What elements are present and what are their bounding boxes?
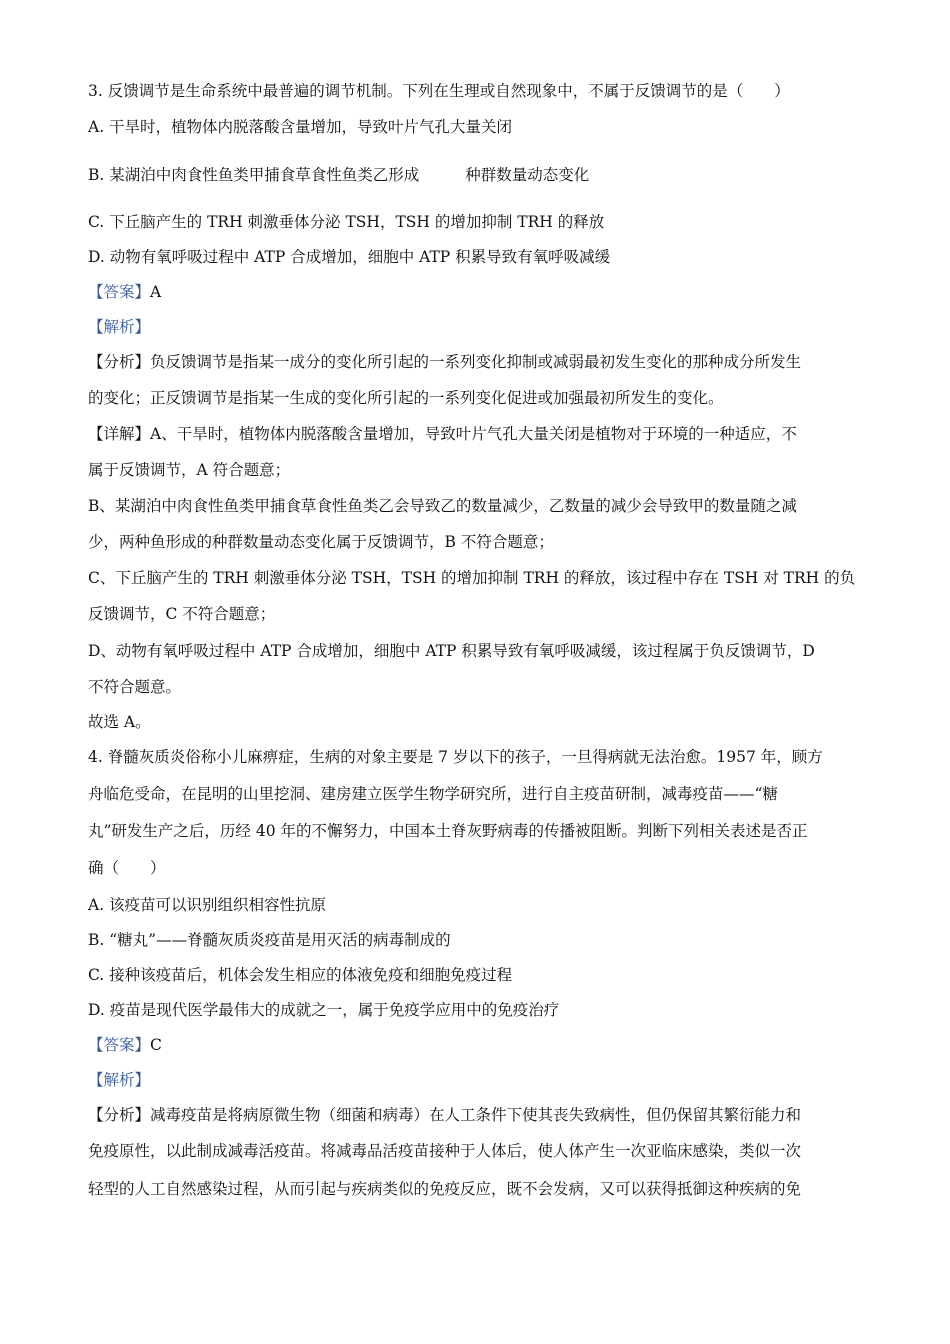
- q3-detail-4: 少，两种鱼形成的种群数量动态变化属于反馈调节，B 不符合题意；: [88, 533, 554, 551]
- answer-value: C: [150, 1036, 162, 1054]
- q3-fenxi-2: 的变化；正反馈调节是指某一生成的变化所引起的一系列变化促进或加强最初所发生的变化。: [88, 389, 724, 407]
- answer-tag: 【答案】: [88, 1036, 151, 1054]
- q3-detail-7: D、动物有氧呼吸过程中 ATP 合成增加，细胞中 ATP 积累导致有氧呼吸减缓，该过程属于负反馈调节，D: [88, 642, 815, 660]
- fenxi-tag: 【分析】: [88, 1106, 151, 1124]
- q4-answer: [88, 1034, 162, 1056]
- q4-stem-1: 4. 脊髓灰质炎俗称小儿麻痹症，生病的对象主要是 7 岁以下的孩子，一旦得病就无法治愈。1957 年，顾方: [88, 748, 823, 766]
- q3-detail-1: [88, 423, 797, 445]
- q3-detail-6: 反馈调节，C 不符合题意；: [88, 605, 276, 623]
- q3-option-c: C. 下丘脑产生的 TRH 刺激垂体分泌 TSH，TSH 的增加抑制 TRH 的释放: [88, 213, 605, 231]
- answer-tag: 【答案】: [88, 283, 151, 301]
- q3-option-b-part1: B. 某湖泊中肉食性鱼类甲捕食草食性鱼类乙形成: [88, 166, 420, 184]
- q4-fenxi-2: 免疫原性，以此制成减毒活疫苗。将减毒品活疫苗接种于人体后，使人体产生一次亚临床感染，类似一次: [88, 1142, 802, 1160]
- q3-answer: [88, 281, 161, 303]
- detail-tag: 【详解】: [88, 425, 151, 443]
- q3-conclusion: 故选 A。: [88, 713, 151, 731]
- q4-stem-3: 丸”研发生产之后，历经 40 年的不懈努力，中国本土脊灰野病毒的传播被阻断。判断下列相关表述是否正: [88, 822, 808, 840]
- q3-detail-5: C、下丘脑产生的 TRH 刺激垂体分泌 TSH，TSH 的增加抑制 TRH 的释放，该过程中存在 TSH 对 TRH 的负: [88, 569, 856, 587]
- q3-fenxi-1: [88, 351, 801, 373]
- q4-stem-4: 确（ ）: [88, 859, 166, 877]
- fenxi-text: 减毒疫苗是将病原微生物（细菌和病毒）在人工条件下使其丧失致病性，但仍保留其繁衍能力和: [150, 1106, 802, 1124]
- q4-fenxi-3: 轻型的人工自然感染过程，从而引起与疾病类似的免疫反应，既不会发病，又可以获得抵御这种疾病的免: [88, 1180, 802, 1198]
- fenxi-text: 负反馈调节是指某一成分的变化所引起的一系列变化抑制或减弱最初发生变化的那种成分所发生: [150, 353, 802, 371]
- q3-option-b-part2: 种群数量动态变化: [465, 166, 590, 184]
- q3-detail-8: 不符合题意。: [88, 678, 182, 696]
- q4-option-a: A. 该疫苗可以识别组织相容性抗原: [88, 896, 327, 914]
- q4-option-c: C. 接种该疫苗后，机体会发生相应的体液免疫和细胞免疫过程: [88, 966, 513, 984]
- q3-analysis-tag: 【解析】: [88, 318, 151, 336]
- answer-value: A: [150, 283, 162, 301]
- q3-detail-3: B、某湖泊中肉食性鱼类甲捕食草食性鱼类乙会导致乙的数量减少，乙数量的减少会导致甲的数量随之减: [88, 497, 797, 515]
- q4-analysis-tag: 【解析】: [88, 1071, 151, 1089]
- q3-option-b: [88, 164, 589, 186]
- fenxi-tag: 【分析】: [88, 353, 151, 371]
- q4-option-b: B. “糖丸”——脊髓灰质炎疫苗是用灭活的病毒制成的: [88, 931, 451, 949]
- q3-option-d: D. 动物有氧呼吸过程中 ATP 合成增加，细胞中 ATP 积累导致有氧呼吸减缓: [88, 248, 611, 266]
- q3-stem: 3. 反馈调节是生命系统中最普遍的调节机制。下列在生理或自然现象中，不属于反馈调节的是（ ）: [88, 82, 790, 100]
- q3-option-a: A. 干旱时，植物体内脱落酸含量增加，导致叶片气孔大量关闭: [88, 118, 513, 136]
- q4-fenxi-1: [88, 1104, 801, 1126]
- q4-option-d: D. 疫苗是现代医学最伟大的成就之一，属于免疫学应用中的免疫治疗: [88, 1001, 560, 1019]
- q3-detail-2: 属于反馈调节，A 符合题意；: [88, 461, 291, 479]
- detail-text: A、干旱时，植物体内脱落酸含量增加，导致叶片气孔大量关闭是植物对于环境的一种适应，不: [150, 425, 797, 443]
- q4-stem-2: 舟临危受命，在昆明的山里挖洞、建房建立医学生物学研究所，进行自主疫苗研制，减毒疫苗——“糖: [88, 785, 778, 803]
